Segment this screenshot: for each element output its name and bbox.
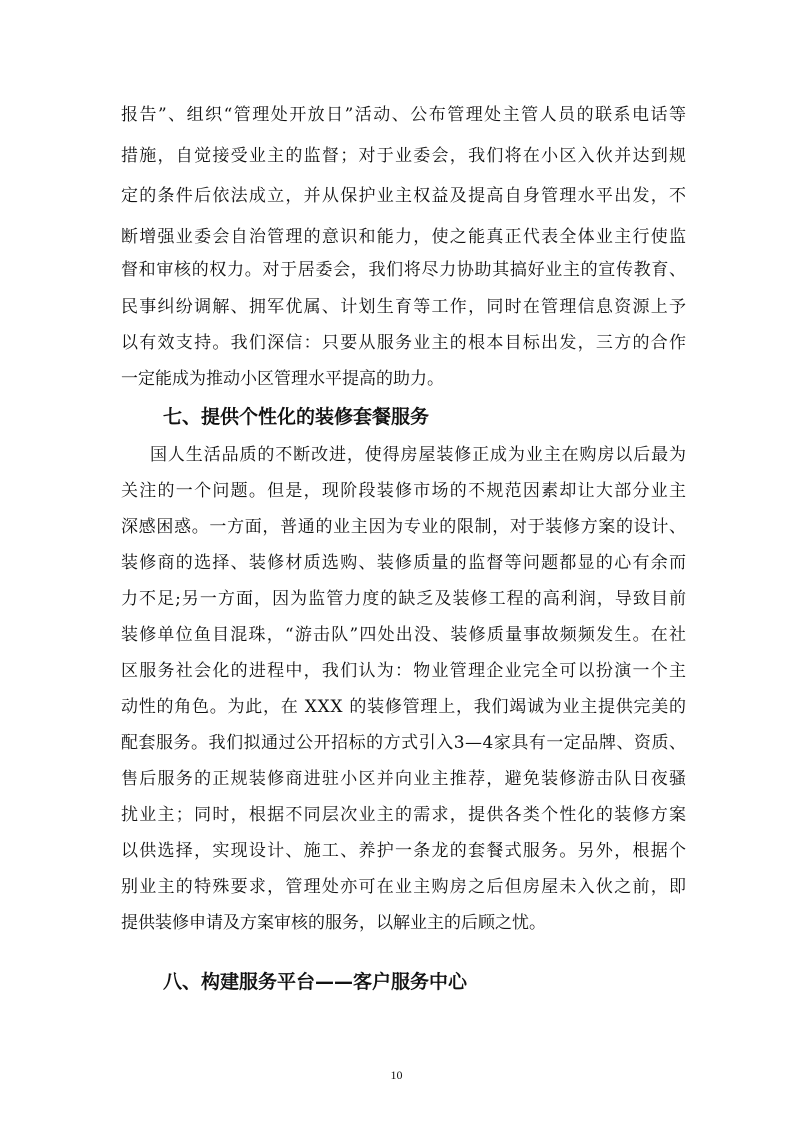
- line-text: 售后服务的正规装修商进驻小区并向业主推荐，避免装修游击队日夜骚: [121, 769, 688, 789]
- body-text-line: [0, 222, 793, 252]
- body-text-line: [0, 728, 793, 758]
- section-heading-7: 七、提供个性化的装修套餐服务: [163, 406, 430, 428]
- page-number: 10: [390, 1068, 403, 1082]
- body-text-line: [0, 584, 793, 614]
- line-text: 力不足;另一方面，因为监管力度的缺乏及装修工程的高利润，导致目前: [121, 589, 688, 609]
- body-text-line: [0, 476, 793, 506]
- line-text: 配套服务。我们拟通过公开招标的方式引入3—4家具有一定品牌、资质、: [121, 733, 687, 753]
- line-text: 督和审核的权力。对于居委会，我们将尽力协助其搞好业主的宣传教育、: [121, 260, 687, 280]
- body-text-line: [0, 656, 793, 686]
- body-text-line: [0, 100, 793, 130]
- line-text: 定的条件后依法成立，并从保护业主权益及提高自身管理水平出发，不: [121, 186, 688, 206]
- line-text: 一定能成为推动小区管理水平提高的助力。: [121, 369, 444, 389]
- body-text-line: [0, 872, 793, 902]
- body-text-line: [0, 328, 793, 358]
- body-text-line: [0, 692, 793, 722]
- line-text: 扰业主；同时，根据不同层次业主的需求，提供各类个性化的装修方案: [121, 805, 688, 825]
- line-text: 装修单位鱼目混珠，“游击队”四处出没、装修质量事故频频发生。在社: [121, 625, 688, 645]
- section-heading-8: 八、构建服务平台——客户服务中心: [163, 971, 468, 993]
- body-text-line: [0, 908, 793, 938]
- line-text: 措施，自觉接受业主的监督；对于业委会，我们将在小区入伙并达到规: [121, 146, 688, 166]
- body-text-line: [0, 181, 793, 211]
- body-text-line: [0, 836, 793, 866]
- body-text-line: [0, 292, 793, 322]
- body-text-line: [0, 141, 793, 171]
- line-text: 装修商的选择、装修材质选购、装修质量的监督等问题都显的心有余而: [121, 553, 688, 573]
- line-text: 区服务社会化的进程中，我们认为：物业管理企业完全可以扮演一个主: [121, 661, 688, 681]
- line-text: 提供装修申请及方案审核的服务，以解业主的后顾之忧。: [121, 913, 546, 933]
- body-text-line: [0, 512, 793, 542]
- line-text: 以供选择，实现设计、施工、养护一条龙的套餐式服务。另外，根据个: [121, 841, 688, 861]
- line-text: 别业主的特殊要求，管理处亦可在业主购房之后但房屋未入伙之前，即: [121, 877, 688, 897]
- body-text-line: [0, 364, 793, 394]
- line-text: 断增强业委会自治管理的意识和能力，使之能真正代表全体业主行使监: [121, 227, 688, 247]
- body-text-line: [0, 620, 793, 650]
- line-text: 关注的一个问题。但是，现阶段装修市场的不规范因素却让大部分业主: [121, 481, 688, 501]
- body-text-line: [0, 764, 793, 794]
- body-text-line: [0, 440, 793, 470]
- line-text: 以有效支持。我们深信：只要从服务业主的根本目标出发，三方的合作: [121, 333, 688, 353]
- line-text: 民事纠纷调解、拥军优属、计划生育等工作，同时在管理信息资源上予: [121, 297, 688, 317]
- line-text: 报告”、组织“管理处开放日”活动、公布管理处主管人员的联系电话等: [121, 105, 688, 125]
- body-text-line: [0, 800, 793, 830]
- body-text-line: [0, 255, 793, 285]
- body-text-line: [0, 548, 793, 578]
- line-text: 深感困惑。一方面，普通的业主因为专业的限制，对于装修方案的设计、: [121, 517, 687, 537]
- line-text: 国人生活品质的不断改进，使得房屋装修正成为业主在购房以后最为: [150, 445, 687, 465]
- line-text: 动性的角色。为此，在 XXX 的装修管理上，我们竭诚为业主提供完美的: [121, 697, 687, 717]
